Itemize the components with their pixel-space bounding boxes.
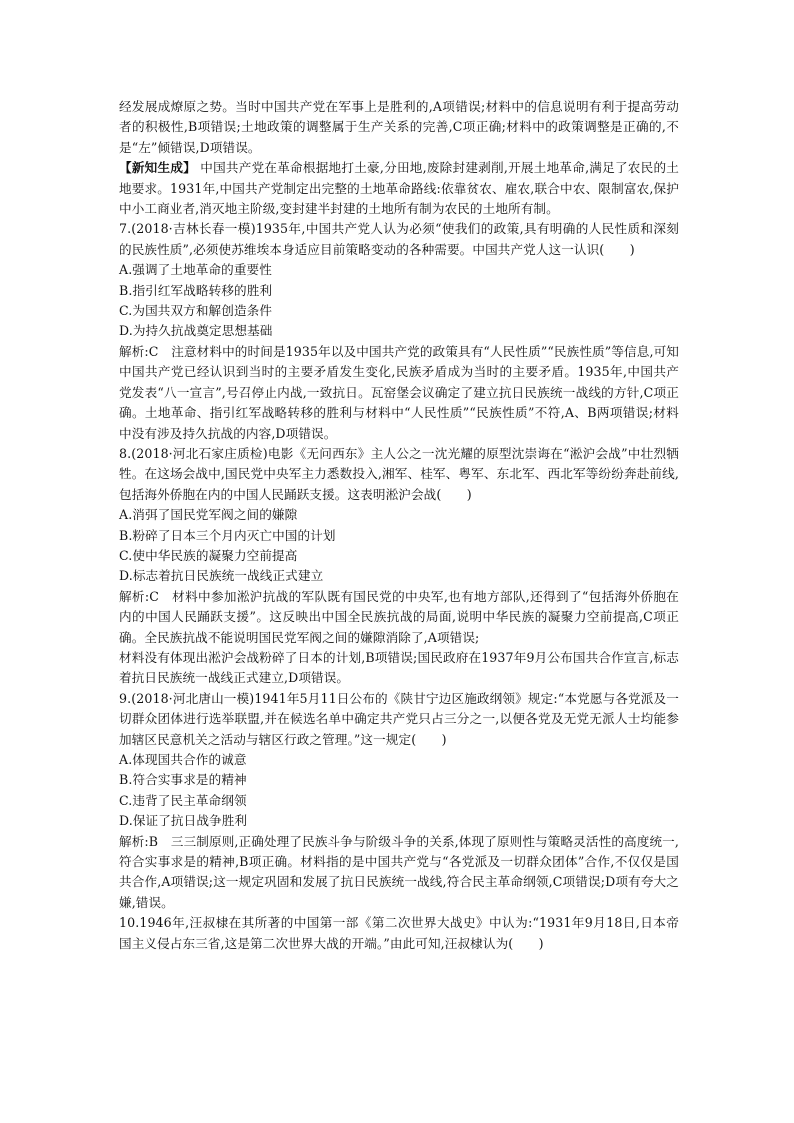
question-7-stem: 7.(2018·吉林长春一模)1935年,中国共产党人认为必须“使我们的政策,具有明确的人民性质和深刻的民族性质”,必须使苏维埃本身适应目前策略变动的各种需要。中国共产党人这一认识( )	[119, 221, 679, 257]
question-9-option-b: B.符合实事求是的精神	[119, 772, 247, 788]
question-9-option-d: D.保证了抗日战争胜利	[119, 813, 248, 829]
question-8-analysis-part-1: 解析:C 材料中参加淞沪抗战的军队既有国民党的中央军,也有地方部队,还得到了“包括海外侨胞在内的中国人民踊跃支援”。这反映出中国全民族抗战的局面,说明中华民族的凝聚力空前提高,C项正确。全民族抗战不能说明国民党军阀之间的嫌隙消除了,A项错误;	[119, 588, 679, 645]
question-8-option-d: D.标志着抗日民族统一战线正式建立	[119, 568, 324, 584]
question-8-option-a: A.消弭了国民党军阀之间的嫌隙	[119, 507, 298, 523]
new-knowledge-text: 中国共产党在革命根据地打土豪,分田地,废除封建剥削,开展土地革命,满足了农民的土地要求。1931年,中国共产党制定出完整的土地革命路线:依靠贫农、雇农,联合中农、限制富农,保护中小工商业者,消灭地主阶级,变封建半封建的土地所有制为农民的土地所有制。	[119, 160, 679, 217]
intro-paragraph: 经发展成燎原之势。当时中国共产党在军事上是胜利的,A项错误;材料中的信息说明有利于提高劳动者的积极性,B项错误;土地政策的调整属于生产关系的完善,C项正确;材料中的政策调整是正确的,不是“左”倾错误,D项错误。	[119, 99, 679, 155]
question-8-option-c: C.使中华民族的凝聚力空前提高	[119, 547, 298, 563]
question-8-analysis-part-2: 材料没有体现出淞沪会战粉碎了日本的计划,B项错误;国民政府在1937年9月公布国共合作宣言,标志着抗日民族统一战线正式建立,D项错误。	[119, 649, 679, 686]
question-8-stem: 8.(2018·河北石家庄质检)电影《无问西东》主人公之一沈光耀的原型沈崇诲在“淞沪会战”中壮烈牺牲。在这场会战中,国民党中央军主力悉数投入,湘军、桂军、粤军、东北军、西北军等纷纷奔赴前线,包括海外侨胞在内的中国人民踊跃支援。这表明淞沪会战( )	[119, 445, 679, 502]
new-knowledge-label: 【新知生成】	[119, 160, 196, 176]
question-9-option-a: A.体现国共合作的诚意	[119, 752, 247, 767]
question-7-option-d: D.为持久抗战奠定思想基础	[119, 323, 273, 339]
question-7-analysis: 解析:C 注意材料中的时间是1935年以及中国共产党的政策具有“人民性质”“民族性质”等信息,可知中国共产党已经认识到当时的主要矛盾发生变化,民族矛盾成为当时的主要矛盾。1935年,中国共产党发表“八一宣言”,号召停止内战,一致抗日。瓦窑堡会议确定了建立抗日民族统一战线的方针,C项正确。土地革命、指引红军战略转移的胜利与材料中“人民性质”“民族性质”不符,A、B两项错误;材料中没有涉及持久抗战的内容,D项错误。	[119, 343, 679, 441]
question-10-stem: 10.1946年,汪叔棣在其所著的中国第一部《第二次世界大战史》中认为:“1931年9月18日,日本帝国主义侵占东三省,这是第二次世界大战的开端。”由此可知,汪叔棣认为( )	[119, 915, 679, 951]
question-9-option-c: C.违背了民主革命纲领	[119, 792, 247, 808]
question-8-option-b: B.粉碎了日本三个月内灭亡中国的计划	[119, 527, 336, 543]
question-9-stem: 9.(2018·河北唐山一模)1941年5月11日公布的《陕甘宁边区施政纲领》规定:“本党愿与各党派及一切群众团体进行选举联盟,并在候选名单中确定共产党只占三分之一,以便各党及无党无派人士均能参加辖区民意机关之活动与辖区行政之管理。”这一规定( )	[119, 690, 679, 747]
question-9-analysis: 解析:B 三三制原则,正确处理了民族斗争与阶级斗争的关系,体现了原则性与策略灵活性的高度统一,符合实事求是的精神,B项正确。材料指的是中国共产党与“各党派及一切群众团体”合作,不仅仅是国共合作,A项错误;这一规定巩固和发展了抗日民族统一战线,符合民主革命纲领,C项错误;D项有夸大之嫌,错误。	[119, 833, 679, 910]
document-page	[119, 97, 679, 954]
new-knowledge-paragraph	[119, 158, 679, 219]
question-7-option-b: B.指引红军战略转移的胜利	[119, 282, 273, 298]
question-7-option-c: C.为国共双方和解创造条件	[119, 303, 273, 319]
question-7-option-a: A.强调了土地革命的重要性	[119, 262, 272, 278]
